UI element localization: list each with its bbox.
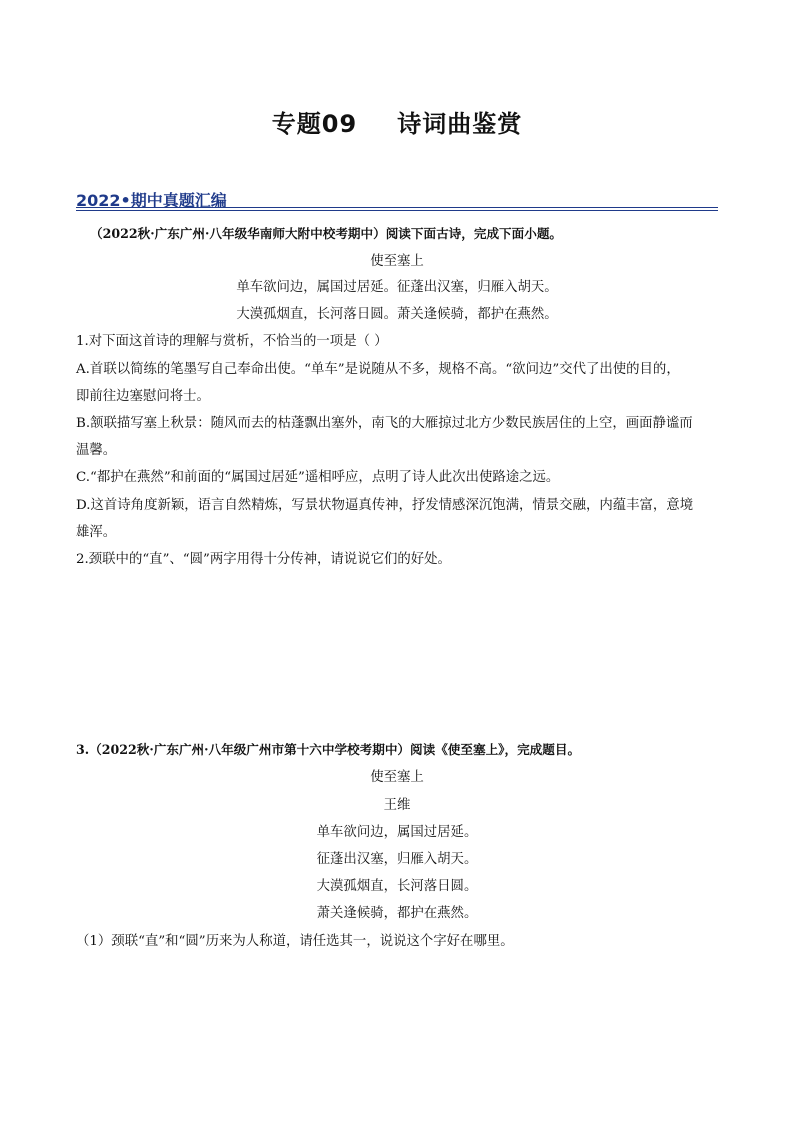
q3-subquestion-1: （1）颈联“直”和“圆”历来为人称道，请任选其一，说说这个字好在哪里。 xyxy=(76,934,514,949)
option-b-line-1: B.颔联描写塞上秋景：随风而去的枯蓬飘出塞外，南飞的大雁掠过北方少数民族居住的上空，画面静谧而 xyxy=(76,416,693,431)
title-topic-number: 专题09 xyxy=(271,110,358,138)
q1-poem-line-2: 大漠孤烟直，长河落日圆。萧关逢候骑，都护在燕然。 xyxy=(236,307,558,322)
option-b-line-2: 温馨。 xyxy=(76,443,117,458)
option-a-line-2: 即前往边塞慰问将士。 xyxy=(76,389,210,404)
q3-poem-title: 使至塞上 xyxy=(370,770,424,785)
option-d-line-1: D.这首诗角度新颖，语言自然精炼，写景状物逼真传神，抒发情感深沉饱满，情景交融，内蕴丰富，意境 xyxy=(76,498,694,513)
section-divider-bottom xyxy=(76,210,718,211)
q3-poem-line-3: 大漠孤烟直，长河落日圆。 xyxy=(316,879,478,894)
title-topic-name: 诗词曲鉴赏 xyxy=(397,110,523,138)
section-heading: 2022•期中真题汇编 xyxy=(76,191,227,210)
q3-poem-line-1: 单车欲问边，属国过居延。 xyxy=(316,825,478,840)
q1-source: （2022秋·广东广州·八年级华南师大附中校考期中）阅读下面古诗，完成下面小题。 xyxy=(90,226,563,241)
page-title xyxy=(0,104,794,139)
q1-poem-title: 使至塞上 xyxy=(370,254,424,269)
option-d-line-2: 雄浑。 xyxy=(76,525,117,540)
q3-poem-line-2: 征蓬出汉塞，归雁入胡天。 xyxy=(316,852,478,867)
q1-poem-line-1: 单车欲问边，属国过居延。征蓬出汉塞，归雁入胡天。 xyxy=(236,280,558,295)
option-a-line-1: A.首联以简练的笔墨写自己奉命出使。“单车”是说随从不多，规格不高。“欲问边”交代了出使的目的， xyxy=(76,362,680,377)
section-divider-top xyxy=(76,207,718,208)
q3-poem-author: 王维 xyxy=(383,798,411,813)
option-c: C.“都护在燕然”和前面的“属国过居延”遥相呼应，点明了诗人此次出使路途之远。 xyxy=(76,470,560,485)
q3-poem-line-4: 萧关逢候骑，都护在燕然。 xyxy=(316,906,478,921)
q3-source: 3.（2022秋·广东广州·八年级广州市第十六中学校考期中）阅读《使至塞上》，完成题目。 xyxy=(76,742,581,757)
question-2: 2.颈联中的“直”、“圆”两字用得十分传神，请说说它们的好处。 xyxy=(76,552,451,567)
question-1: 1.对下面这首诗的理解与赏析，不恰当的一项是（ ） xyxy=(76,334,388,349)
